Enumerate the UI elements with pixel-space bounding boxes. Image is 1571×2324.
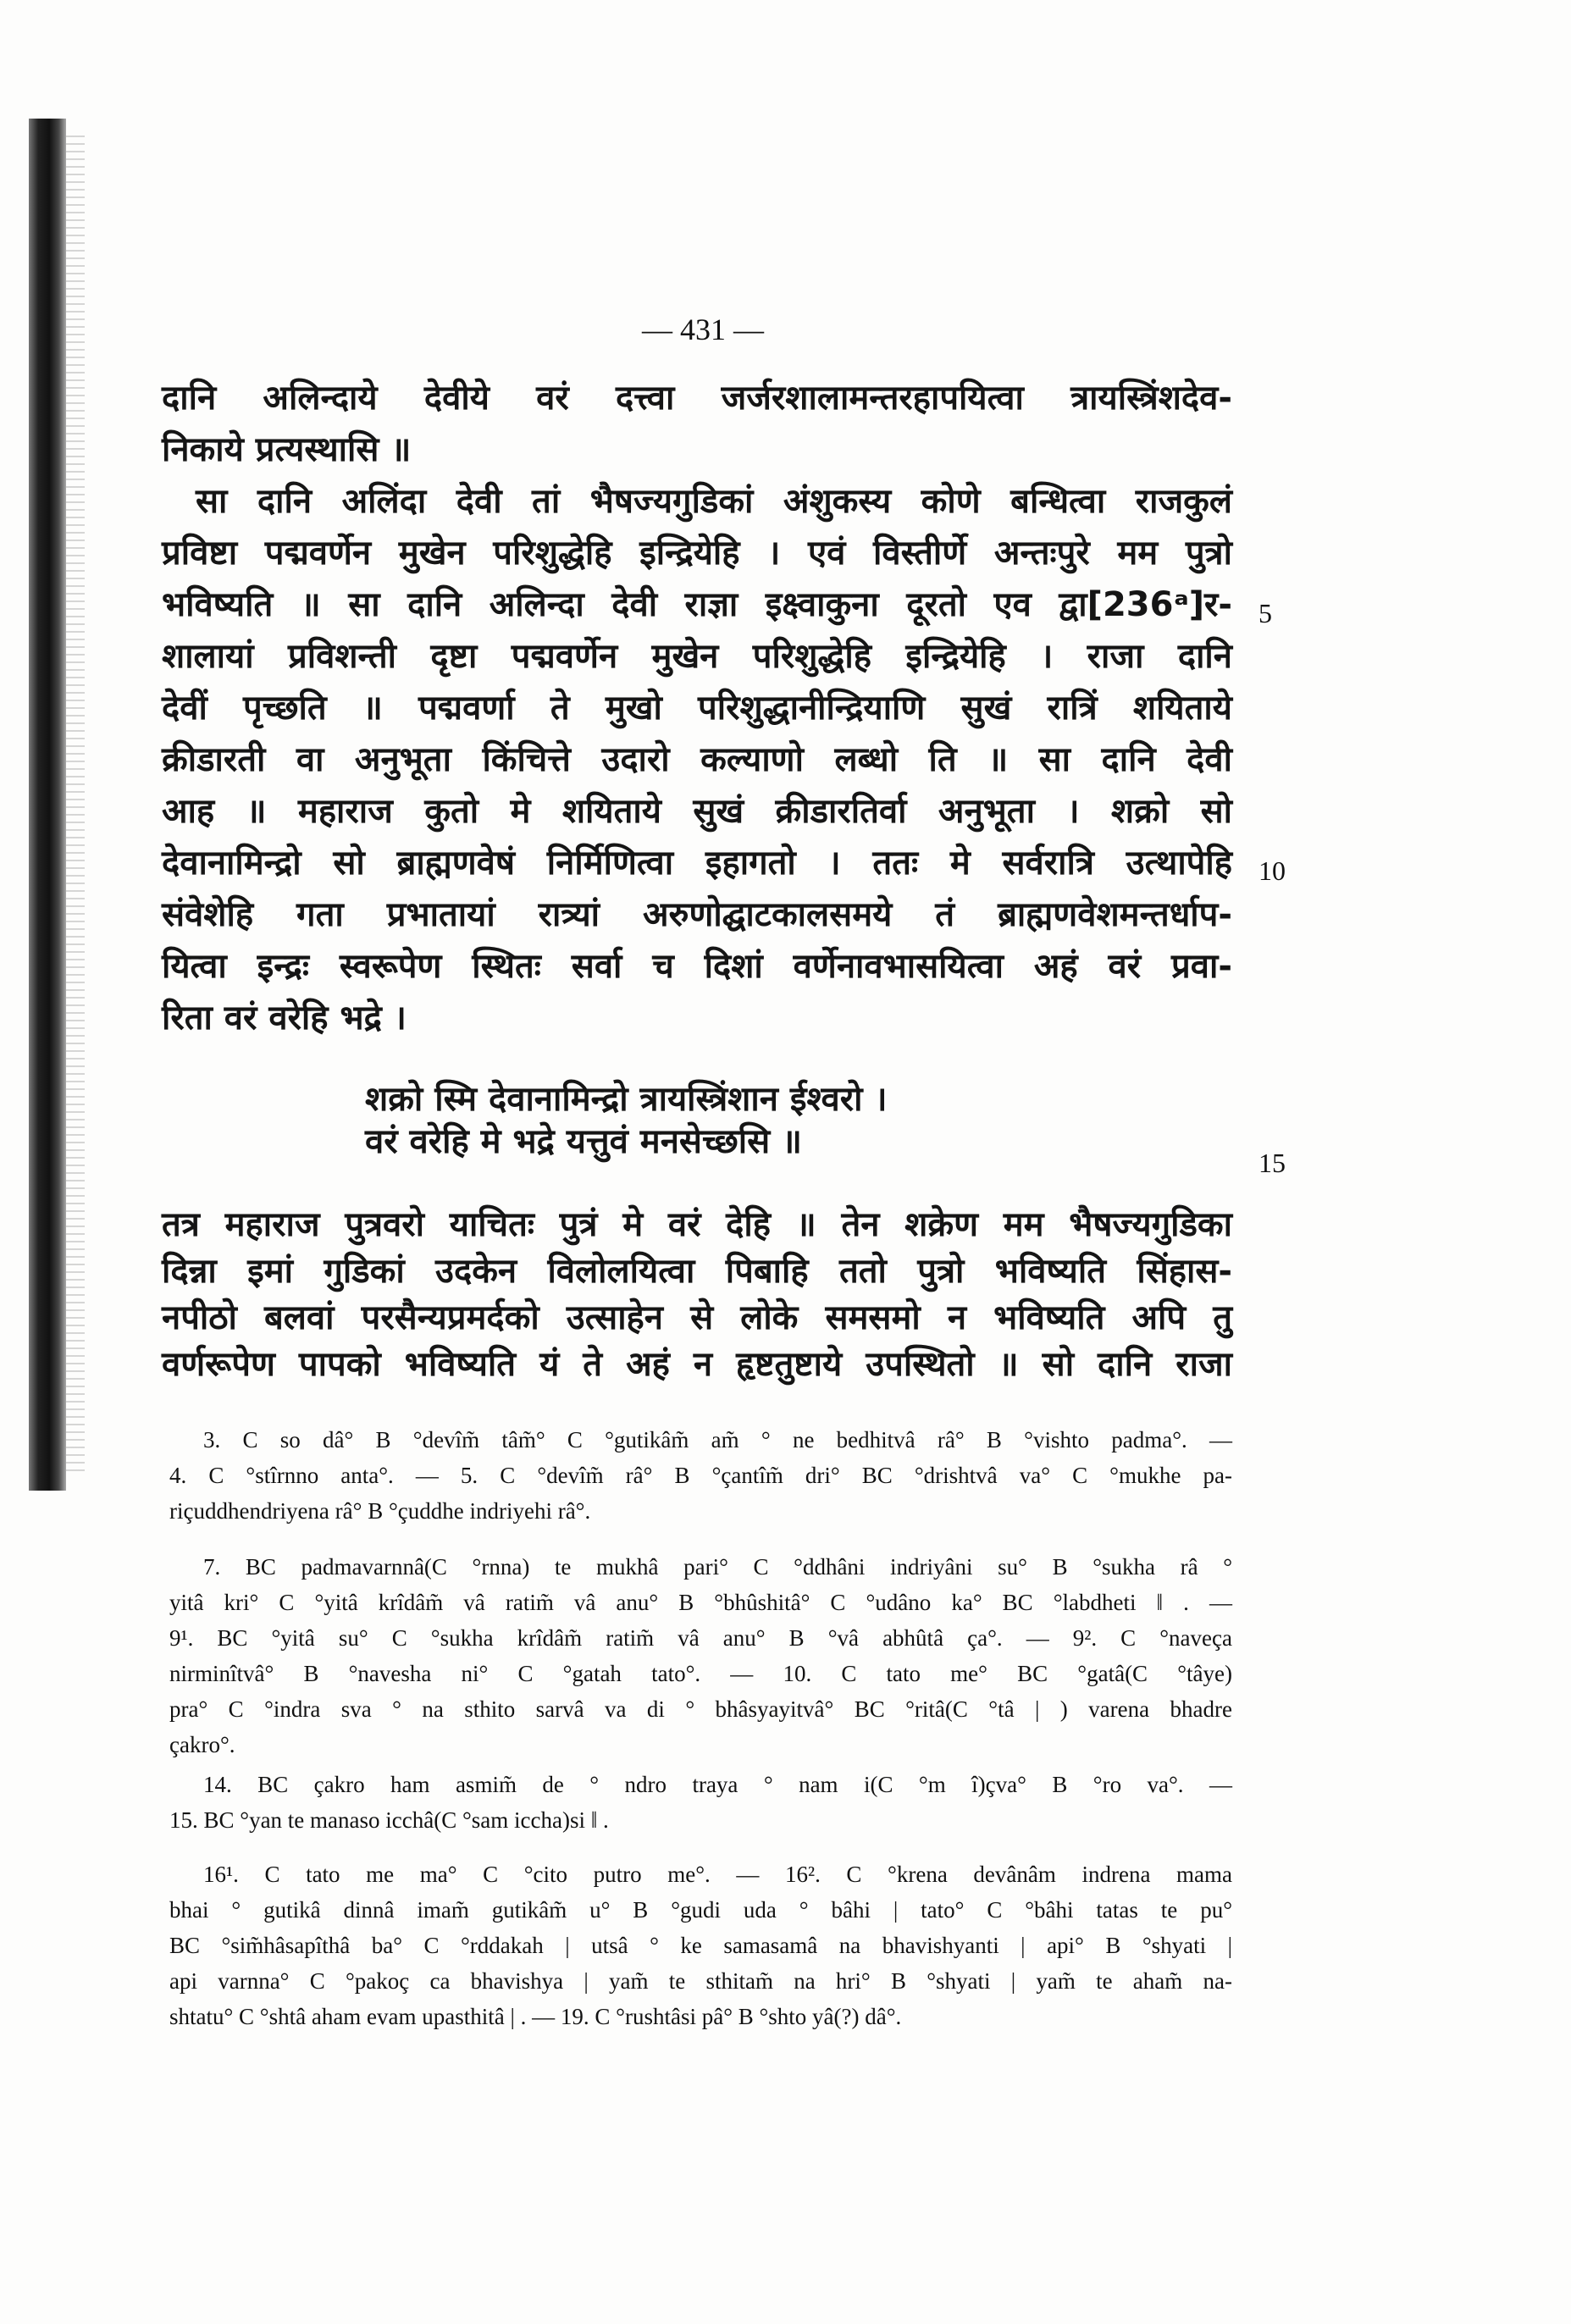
text-line: नपीठो बलवां परसैन्यप्रमर्दको उत्साहेन से लोके समसमो न भविष्यति अपि तु [162, 1298, 1232, 1337]
text-line: यित्वा इन्द्रः स्वरूपेण स्थितः सर्वा च दिशां वर्णेनावभासयित्वा अहं वरं प्रवा- [162, 947, 1232, 986]
footnote-line: 15. BC °yan te manaso icchâ(C °sam iccha)si ‖ . [169, 1807, 609, 1833]
footnote-line: pra° C °indra sva ° na sthito sarvâ va di ° bhâsyayitvâ° BC °ritâ(C °tâ | ) varena bhadre [169, 1696, 1232, 1722]
footnote-line: BC °sim̃hâsapîthâ ba° C °rddakah | utsâ ° ke samasamâ na bhavishyanti | api° B °shyati | [169, 1933, 1232, 1958]
text-line: सा दानि अलिंदा देवी तां भैषज्यगुडिकां अंशुकस्य कोणे बन्धित्वा राजकुलं [196, 482, 1232, 521]
page-number: — 431 — [642, 313, 764, 346]
footnote-line: 4. C °stîrnno anta°. — 5. C °devîm̃ râ° B °çantîm̃ dri° BC °drishtvâ va° C °mukhe pa- [169, 1463, 1232, 1488]
verse-line: वरं वरेहि मे भद्रे यत्तुवं मनसेच्छसि ॥ [365, 1122, 802, 1161]
verse-line: शक्रो स्मि देवानामिन्द्रो त्रायस्त्रिंशान ईश्वरो । [365, 1080, 888, 1119]
footnote-line: shtatu° C °shtâ aham evam upasthitâ | . — 19. C °rushtâsi pâ° B °shto yâ(?) dâ°. [169, 2004, 902, 2029]
footnote-line: nirminîtvâ° B °navesha ni° C °gatah tato°. — 10. C tato me° BC °gatâ(C °tâye) [169, 1661, 1232, 1686]
line-number: 15 [1258, 1148, 1286, 1178]
text-line: संवेशेहि गता प्रभातायां रात्र्यां अरुणोद्घाटकालसमये तं ब्राह्मणवेशमन्तर्धाप- [162, 895, 1232, 934]
line-number: 5 [1258, 598, 1272, 628]
text-line: देवीं पृच्छति ॥ पद्मवर्णा ते मुखो परिशुद्धानीन्द्रियाणि सुखं रात्रिं शयिताये [162, 689, 1232, 728]
binding-shadow [66, 136, 85, 1474]
footnote-line: riçuddhendriyena râ° B °çuddhe indriyehi râ°. [169, 1498, 591, 1524]
text-line: क्रीडारती वा अनुभूता किंचित्ते उदारो कल्याणो लब्धो ति ॥ सा दानि देवी [162, 740, 1232, 779]
text-line: निकाये प्रत्यस्थासि ॥ [162, 430, 412, 469]
footnote-line: 7. BC padmavarnnâ(C °rnna) te mukhâ pari° C °ddhâni indriyâni su° B °sukha râ ° [203, 1554, 1232, 1580]
footnote-line: yitâ kri° C °yitâ krîdâm̃ vâ ratim̃ vâ anu° B °bhûshitâ° C °udâno ka° BC °labdheti ‖ . — [169, 1590, 1232, 1615]
text-line: भविष्यति ॥ सा दानि अलिन्दा देवी राज्ञा इक्ष्वाकुना दूरतो एव द्वा[236ᵃ]र- [162, 585, 1232, 624]
text-line: दिन्ना इमां गुडिकां उदकेन विलोलयित्वा पिबाहि ततो पुत्रो भविष्यति सिंहास- [162, 1252, 1232, 1291]
line-number: 10 [1258, 855, 1286, 886]
text-line: शालायां प्रविशन्ती दृष्टा पद्मवर्णेन मुखेन परिशुद्धेहि इन्द्रियेहि । राजा दानि [162, 637, 1232, 676]
footnote-line: 9¹. BC °yitâ su° C °sukha krîdâm̃ ratim̃ vâ anu° B °vâ abhûtâ ça°. — 9². C °naveça [169, 1625, 1232, 1651]
text-line: तत्र महाराज पुत्रवरो याचितः पुत्रं मे वरं देहि ॥ तेन शक्रेण मम भैषज्यगुडिका [162, 1205, 1232, 1244]
footnote-line: 3. C so dâ° B °devîm̃ tâm̃° C °gutikâm̃ am̃ ° ne bedhitvâ râ° B °vishto padma°. — [203, 1427, 1232, 1452]
text-line: आह ॥ महाराज कुतो मे शयिताये सुखं क्रीडारतिर्वा अनुभूता । शक्रो सो [162, 792, 1232, 831]
text-line: प्रविष्टा पद्मवर्णेन मुखेन परिशुद्धेहि इन्द्रियेहि । एवं विस्तीर्णे अन्तःपुरे मम पुत्रो [162, 534, 1232, 573]
footnote-line: api varnna° C °pakoç ca bhavishya | yam̃ te sthitam̃ na hri° B °shyati | yam̃ te aham̃ na- [169, 1968, 1232, 1994]
footnote-line: 14. BC çakro ham asmim̃ de ° ndro traya ° nam i(C °m î)çva° B °ro va°. — [203, 1772, 1232, 1797]
footnote-line: 16¹. C tato me ma° C °cito putro me°. — 16². C °krena devânâm indrena mama [203, 1862, 1232, 1887]
text-line: रिता वरं वरेहि भद्रे । [162, 999, 407, 1038]
footnote-line: çakro°. [169, 1732, 235, 1757]
footnote-line: bhai ° gutikâ dinnâ imam̃ gutikâm̃ u° B °gudi uda ° bâhi | tato° C °bâhi tatas te pu° [169, 1897, 1232, 1923]
text-line: वर्णरूपेण पापको भविष्यति यं ते अहं न हृष्टतुष्टाये उपस्थितो ॥ सो दानि राजा [162, 1345, 1232, 1384]
book-binding-edge [29, 119, 66, 1491]
text-line: देवानामिन्द्रो सो ब्राह्मणवेषं निर्मिणित्वा इहागतो । ततः मे सर्वरात्रि उत्थापेहि [162, 844, 1232, 883]
text-line: दानि अलिन्दाये देवीये वरं दत्त्वा जर्जरशालामन्तरहापयित्वा त्रायस्त्रिंशदेव- [162, 379, 1232, 418]
